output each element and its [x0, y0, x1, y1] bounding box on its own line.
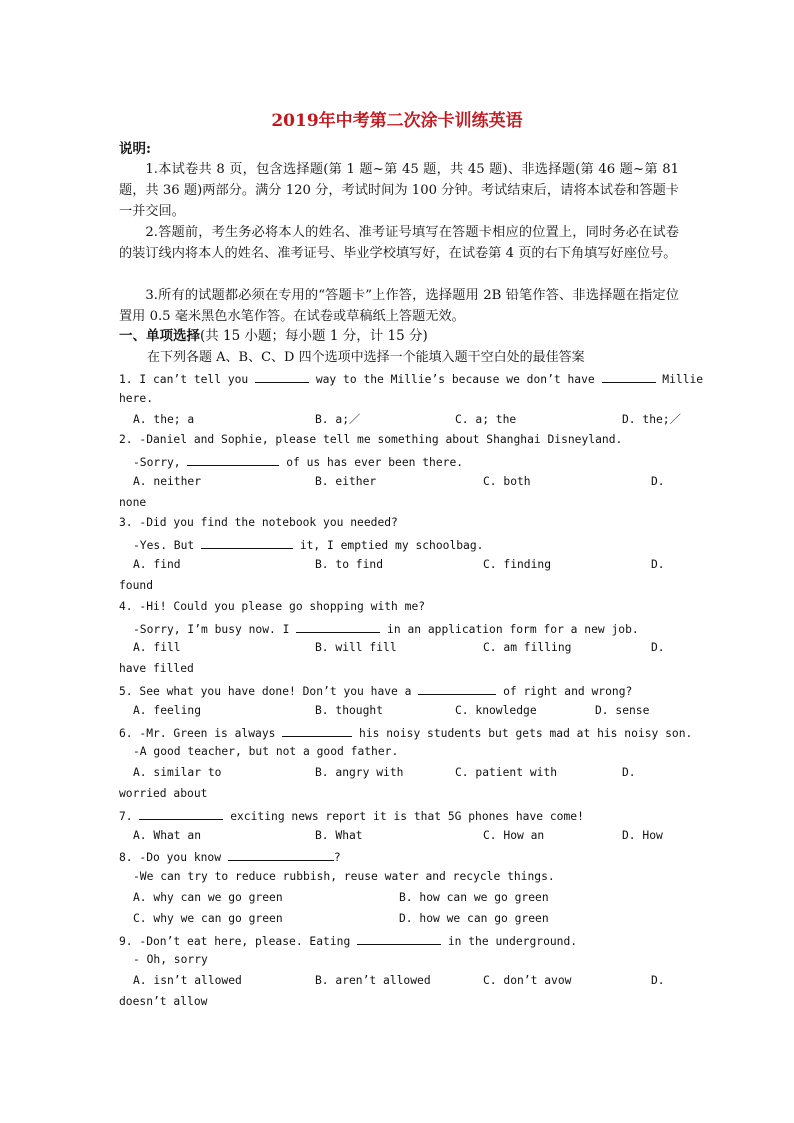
q7-option-a: A. What an [133, 829, 202, 842]
question-3: 3. -Did you find the notebook you needed? [119, 516, 398, 529]
question-5: 5. See what you have done! Don’t you have a of right and wrong? [119, 682, 632, 700]
answer-blank [602, 370, 656, 383]
answer-blank [228, 848, 334, 861]
q1-option-d: D. the;／ [622, 413, 681, 426]
q9-option-a: A. isn’t allowed [133, 974, 242, 987]
q2-option-b: B. either [315, 475, 377, 488]
q1-option-c: C. a; the [455, 413, 517, 426]
question-1: 1. I can’t tell you way to the Millie’s because we don’t have Millie [119, 370, 703, 388]
answer-blank [187, 453, 279, 466]
q5-option-a: A. feeling [133, 704, 202, 717]
answer-blank [418, 682, 496, 695]
q3-option-d-text: found [119, 579, 154, 592]
question-9-reply: - Oh, sorry [133, 953, 208, 966]
question-1-wrap: here. [119, 392, 154, 405]
section-heading [119, 328, 428, 345]
question-2: 2. -Daniel and Sophie, please tell me something about Shanghai Disneyland. [119, 433, 623, 446]
answer-blank [201, 536, 293, 549]
answer-blank [282, 724, 352, 737]
q3-option-a: A. find [133, 558, 181, 571]
q2-option-c: C. both [483, 475, 531, 488]
note-2: 2.答题前，考生务必将本人的姓名、准考证号填写在答题卡相应的位置上，同时务必在试卷的装订线内将本人的姓名、准考证号、毕业学校填写好，在试卷第 4 页的右下角填写好座位号。 [119, 225, 679, 261]
answer-blank [296, 620, 380, 633]
question-8-reply: -We can try to reduce rubbish, reuse water and recycle things. [133, 870, 555, 883]
q5-option-b: B. thought [315, 704, 384, 717]
q6-option-d: D. [622, 766, 636, 779]
question-8: 8. -Do you know ? [119, 848, 341, 866]
q8-option-c: C. why we can go green [133, 912, 283, 925]
question-2-reply: -Sorry, of us has ever been there. [133, 453, 463, 471]
note-3: 3.所有的试题都必须在专用的“答题卡”上作答，选择题用 2B 铅笔作答、非选择题在指定位置用 0.5 毫米黑色水笔作答。在试卷或草稿纸上答题无效。 [119, 288, 679, 324]
q1-option-a: A. the; a [133, 413, 195, 426]
q8-option-d: D. how we can go green [399, 912, 549, 925]
question-6: 6. -Mr. Green is always his noisy students but gets mad at his noisy son. [119, 724, 692, 742]
q2-option-a: A. neither [133, 475, 202, 488]
question-3-reply: -Yes. But it, I emptied my schoolbag. [133, 536, 483, 554]
q9-option-c: C. don’t avow [483, 974, 572, 987]
question-4: 4. -Hi! Could you please go shopping with me? [119, 600, 426, 613]
answer-blank [255, 370, 309, 383]
q9-option-d: D. [651, 974, 665, 987]
question-6-reply: -A good teacher, but not a good father. [133, 745, 399, 758]
q7-option-c: C. How an [483, 829, 545, 842]
q2-option-d: D. [651, 475, 665, 488]
answer-blank [357, 932, 441, 945]
q7-option-b: B. What [315, 829, 363, 842]
q1-option-b: B. a;／ [315, 413, 361, 426]
q9-option-b: B. aren’t allowed [315, 974, 431, 987]
q4-option-c: C. am filling [483, 641, 572, 654]
q6-option-d-text: worried about [119, 787, 208, 800]
q3-option-c: C. finding [483, 558, 552, 571]
question-7: 7. exciting news report it is that 5G phones have come! [119, 807, 584, 825]
q7-option-d: D. How [622, 829, 663, 842]
q6-option-b: B. angry with [315, 766, 404, 779]
q2-option-d-text: none [119, 496, 147, 509]
exam-title: 2019年中考第二次涂卡训练英语 [271, 111, 523, 131]
q4-option-d: D. [651, 641, 665, 654]
note-1: 1.本试卷共 8 页，包含选择题(第 1 题~第 45 题，共 45 题)、非选择题(第 46 题~第 81 题，共 36 题)两部分。满分 120 分，考试时间为 100 分钟。考试结束后，请将本试卷和答题卡一并交回。 [119, 162, 679, 219]
q5-option-c: C. knowledge [455, 704, 537, 717]
q4-option-a: A. fill [133, 641, 181, 654]
q3-option-d: D. [651, 558, 665, 571]
q4-option-d-text: have filled [119, 662, 194, 675]
section-instruction: 在下列各题 A、B、C、D 四个选项中选择一个能填入题干空白处的最佳答案 [147, 350, 585, 365]
notes-heading: 说明: [119, 141, 151, 157]
answer-blank [139, 807, 223, 820]
q9-option-d-text: doesn’t allow [119, 995, 208, 1008]
section-title: 一、单项选择 [119, 328, 200, 344]
question-4-reply: -Sorry, I’m busy now. I in an application form for a new job. [133, 620, 639, 638]
q3-option-b: B. to find [315, 558, 384, 571]
q6-option-a: A. similar to [133, 766, 222, 779]
section-points: (共 15 小题；每小题 1 分，计 15 分) [200, 328, 428, 344]
q8-option-a: A. why can we go green [133, 891, 283, 904]
q4-option-b: B. will fill [315, 641, 397, 654]
q8-option-b: B. how can we go green [399, 891, 549, 904]
q6-option-c: C. patient with [455, 766, 558, 779]
question-9: 9. -Don’t eat here, please. Eating in the underground. [119, 932, 577, 950]
q5-option-d: D. sense [595, 704, 650, 717]
